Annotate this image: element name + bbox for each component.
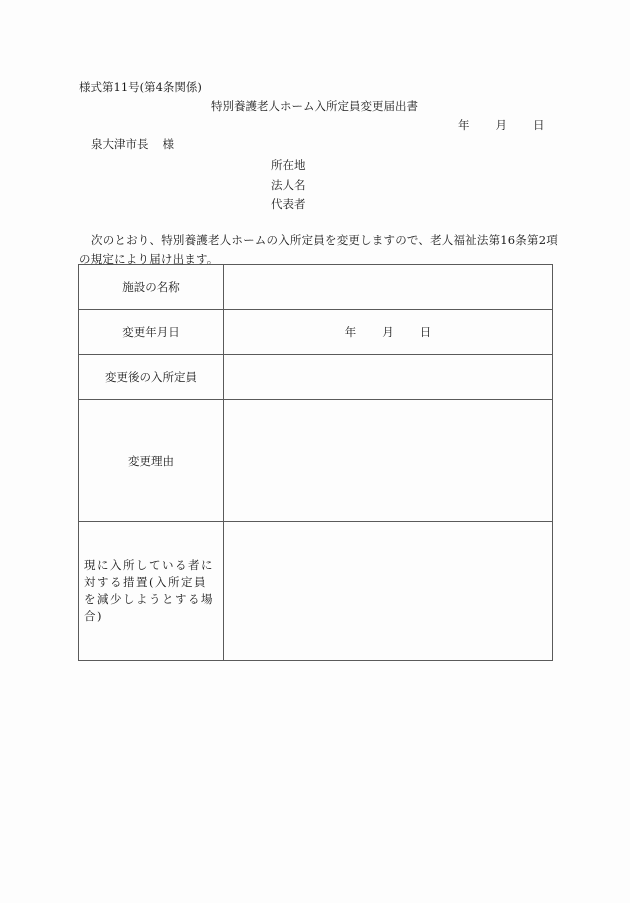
table-row-resident-measures	[79, 522, 553, 661]
facility-name-field[interactable]	[224, 265, 553, 310]
document-title: 特別養護老人ホーム入所定員変更届出書	[211, 99, 418, 113]
table-row-facility-name	[79, 265, 553, 310]
facility-name-label: 施設の名称	[79, 265, 224, 310]
notification-text: 次のとおり、特別養護老人ホームの入所定員を変更しますので、老人福祉法第16条第2項の規定により届け出ます。	[79, 233, 558, 266]
change-date-year: 年	[344, 325, 357, 339]
addressee-name: 泉大津市長	[91, 137, 149, 151]
new-capacity-field[interactable]	[224, 355, 553, 400]
table-row-change-date	[79, 310, 553, 355]
table-row-new-capacity	[79, 355, 553, 400]
applicant-corporation-label: 法人名	[271, 177, 306, 192]
date-year-label: 年	[458, 118, 470, 132]
date-month-label: 月	[495, 118, 507, 132]
applicant-block	[271, 156, 306, 215]
form-number: 様式第11号(第4条関係)	[79, 80, 202, 94]
submission-date	[458, 118, 545, 132]
change-date-month: 月	[382, 325, 394, 339]
table-row-change-reason	[79, 400, 553, 522]
resident-measures-field[interactable]	[224, 522, 553, 661]
change-date-day: 日	[419, 325, 432, 339]
applicant-representative-label: 代表者	[271, 197, 306, 211]
change-reason-label: 変更理由	[79, 400, 224, 522]
applicant-location-label: 所在地	[271, 158, 306, 172]
notification-form-table	[78, 264, 553, 661]
change-reason-field[interactable]	[224, 400, 553, 522]
new-capacity-label: 変更後の入所定員	[79, 355, 224, 400]
date-day-label: 日	[533, 118, 545, 132]
change-date-label: 変更年月日	[79, 310, 224, 355]
addressee	[91, 137, 174, 151]
addressee-honorific: 様	[162, 137, 174, 151]
resident-measures-label: 現に入所している者に対する措置(入所定員を減少しようとする場合)	[79, 522, 224, 661]
change-date-field[interactable]	[224, 310, 553, 355]
